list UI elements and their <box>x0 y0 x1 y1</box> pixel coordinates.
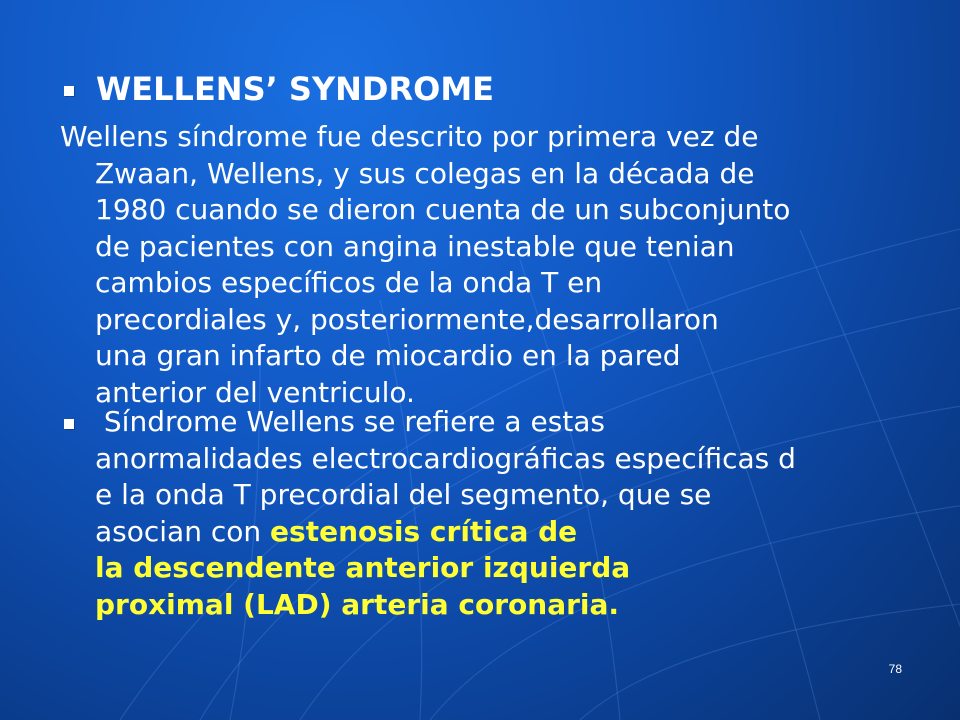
paragraph-2-line: anormalidades electrocardiográficas específicas d <box>95 441 796 475</box>
highlighted-line: proximal (LAD) arteria coronaria. <box>95 587 620 621</box>
paragraph-2-line: Síndrome Wellens se refiere a estas <box>95 405 606 438</box>
highlighted-line: la descendente anterior izquierda <box>95 551 631 584</box>
paragraph-1 <box>60 119 920 411</box>
paragraph-1-line: de pacientes con angina inestable que tenian <box>95 229 735 263</box>
paragraph-1-line: Zwaan, Wellens, y sus colegas en la década de <box>95 156 755 190</box>
paragraph-1-line: 1980 cuando se dieron cuenta de un subconjunto <box>95 193 791 226</box>
paragraph-1-line: una gran infarto de miocardio en la pared <box>95 339 681 372</box>
bullet-square-icon <box>64 86 74 96</box>
paragraph-1-line: cambios específicos de la onda T en <box>95 266 603 299</box>
paragraph-1-line: anterior del ventriculo. <box>95 375 415 409</box>
bullet-square-icon <box>64 419 74 429</box>
paragraph-2-line: e la onda T precordial del segmento, que se <box>95 478 712 511</box>
paragraph-2-plain-text: asocian con <box>95 514 271 548</box>
paragraph-2-line <box>95 514 925 551</box>
slide-number: 78 <box>888 662 902 676</box>
slide-title: WELLENS’ SYNDROME <box>96 70 495 108</box>
paragraph-1-line: precordiales y, posteriormente,desarrollaron <box>95 302 719 336</box>
paragraph-2 <box>95 404 925 623</box>
highlighted-text: estenosis crítica de <box>270 514 578 548</box>
paragraph-1-line: Wellens síndrome fue descrito por primera vez de <box>60 120 759 153</box>
